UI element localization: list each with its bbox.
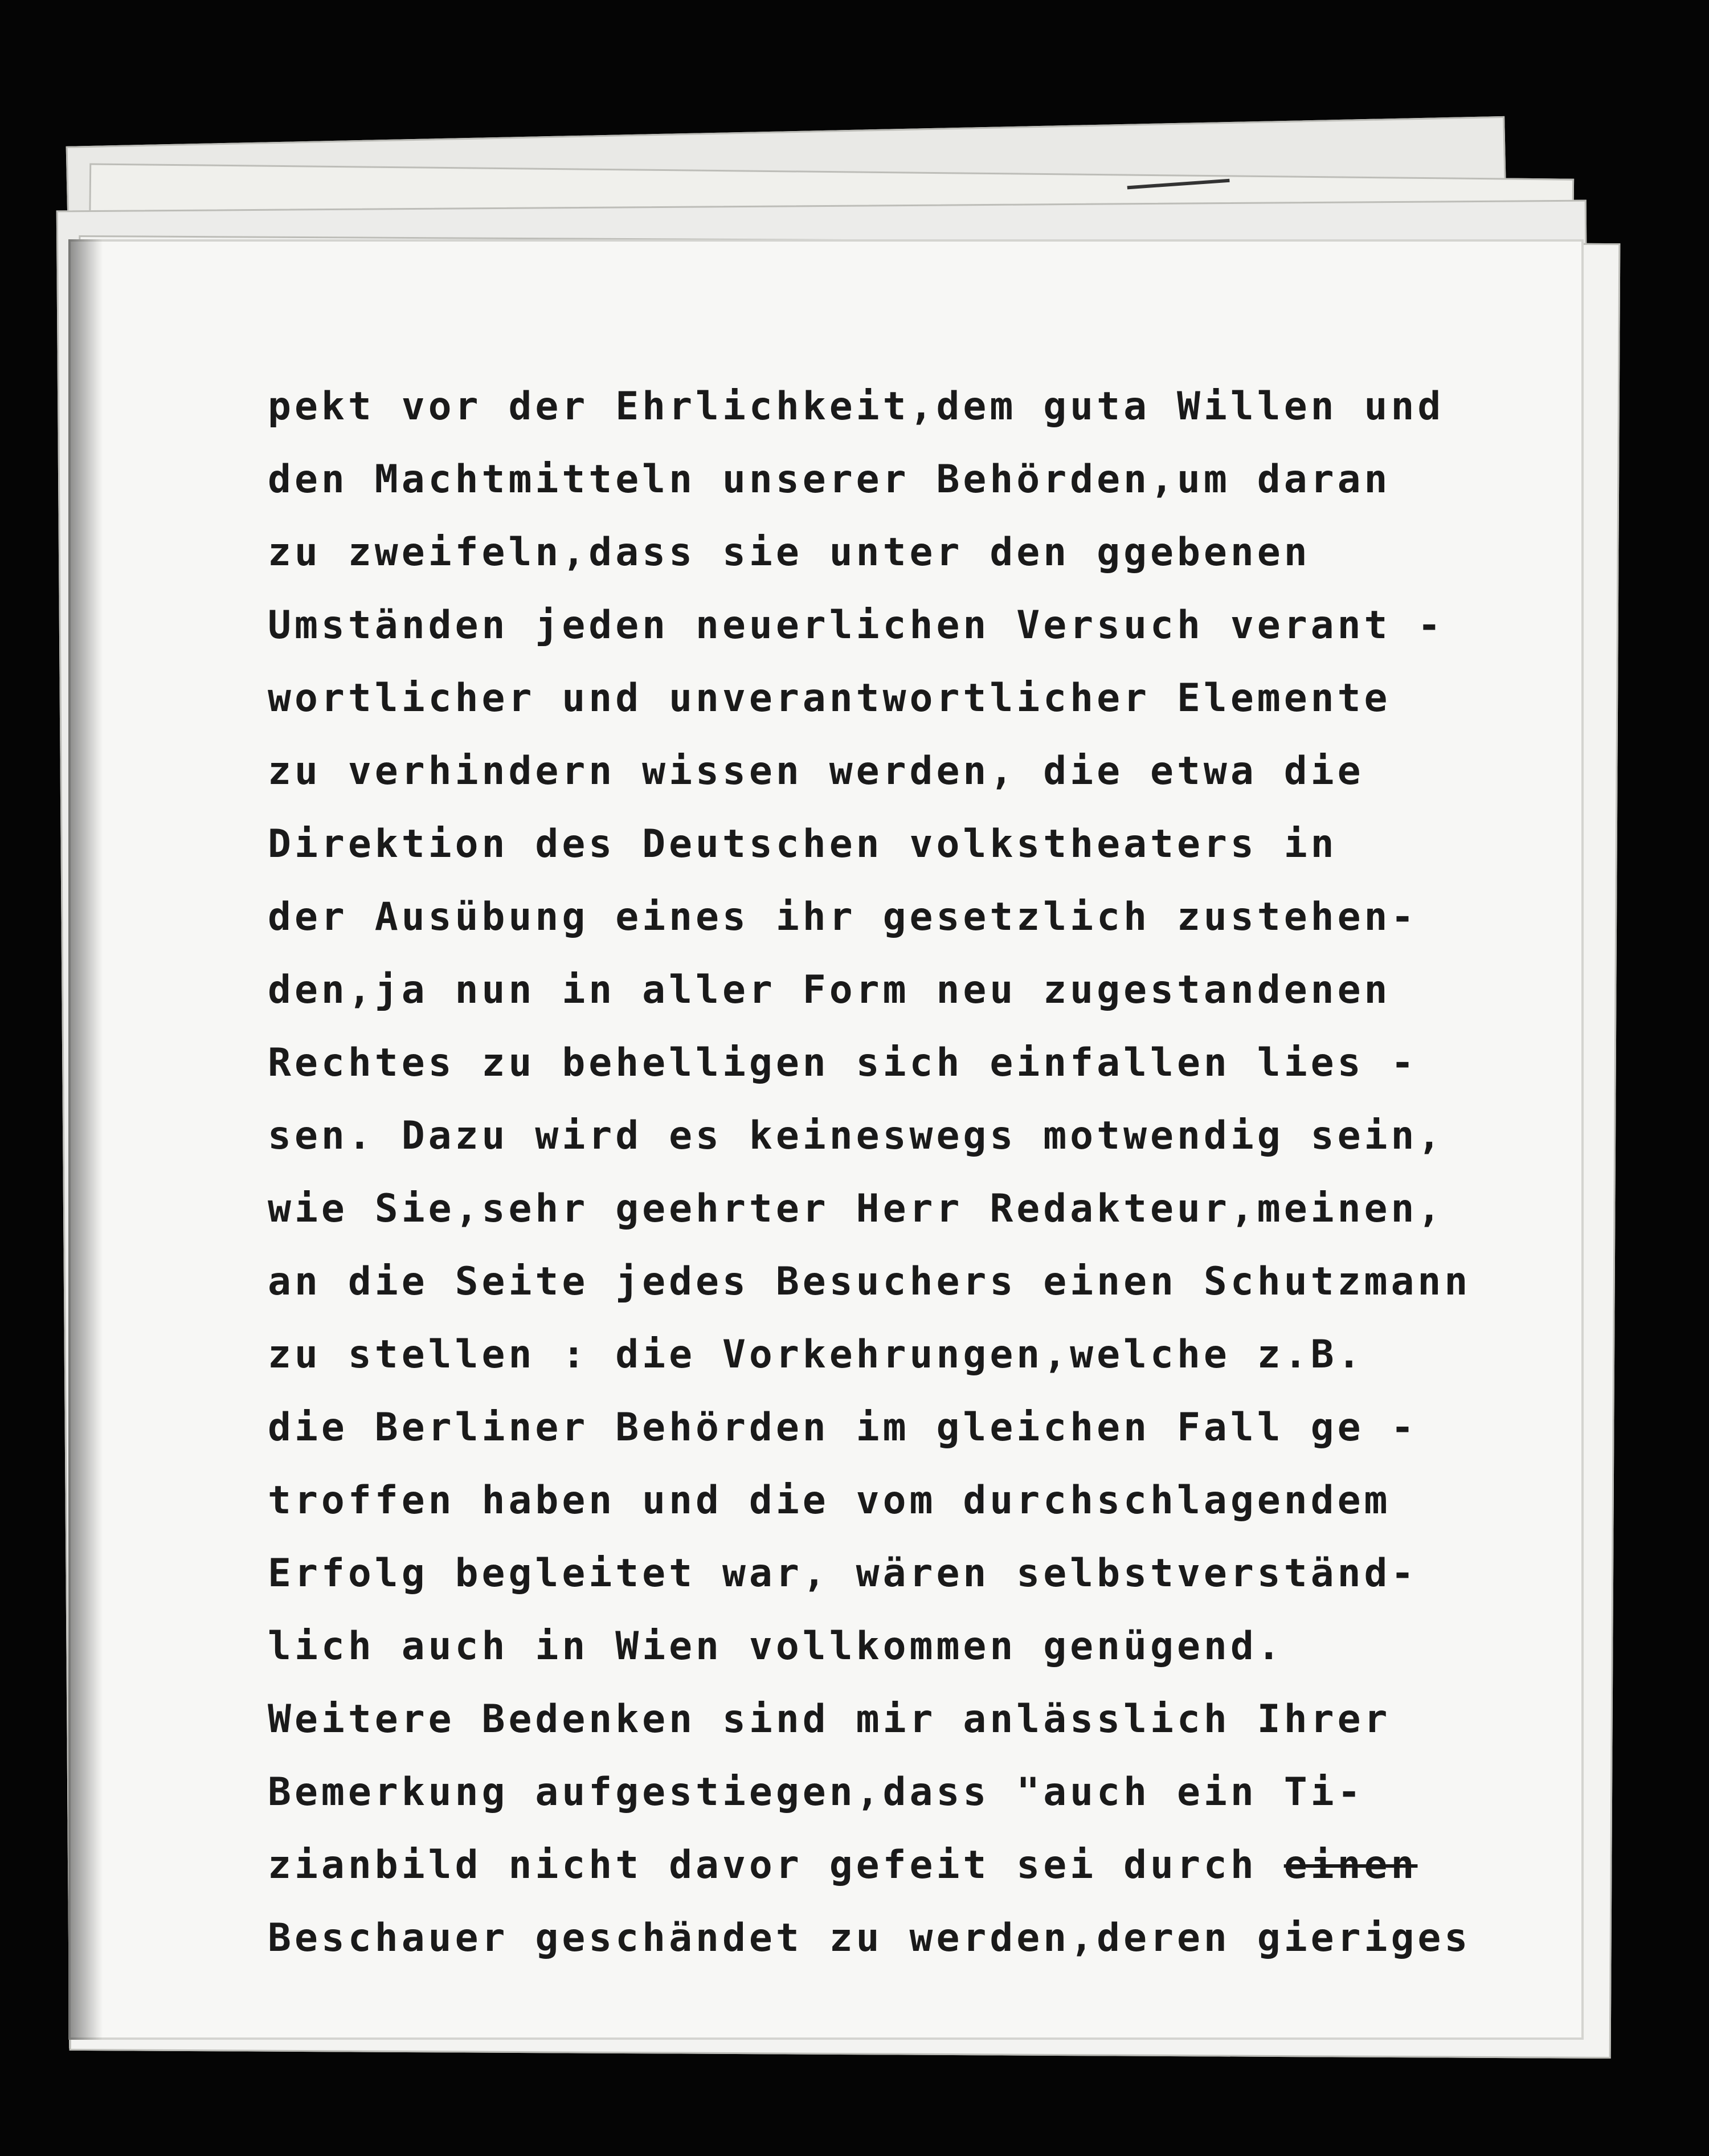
struck-word: einen bbox=[1283, 1843, 1418, 1888]
text-line: Umständen jeden neuerlichen Versuch verant - bbox=[268, 603, 1445, 648]
text-line: die Berliner Behörden im gleichen Fall ge - bbox=[268, 1405, 1418, 1450]
text-line: troffen haben und die vom durchschlagendem bbox=[268, 1478, 1391, 1523]
text-line: zu zweifeln,dass sie unter den ggebenen bbox=[268, 530, 1311, 575]
text-line: wie Sie,sehr geehrter Herr Redakteur,meinen, bbox=[268, 1186, 1445, 1231]
text-line-content: zianbild nicht davor gefeit sei durch bbox=[268, 1843, 1257, 1888]
text-line: Beschauer geschändet zu werden,deren gieriges bbox=[268, 1916, 1471, 1961]
text-line: zu stellen : die Vorkehrungen,welche z.B. bbox=[268, 1332, 1364, 1377]
page-edge-shadow bbox=[68, 239, 103, 2040]
text-line: sen. Dazu wird es keineswegs motwendig sein, bbox=[268, 1113, 1445, 1158]
text-line: wortlicher und unverantwortlicher Elemente bbox=[268, 676, 1391, 721]
text-line: pekt vor der Ehrlichkeit,dem guta Willen und bbox=[268, 384, 1445, 429]
typed-text-block bbox=[268, 370, 1471, 1975]
text-line: Erfolg begleitet war, wären selbstverständ- bbox=[268, 1551, 1418, 1596]
text-line: zu verhindern wissen werden, die etwa die bbox=[268, 749, 1364, 794]
text-line: der Ausübung eines ihr gesetzlich zustehen- bbox=[268, 895, 1418, 940]
text-line: Weitere Bedenken sind mir anlässlich Ihrer bbox=[268, 1697, 1391, 1742]
text-line: lich auch in Wien vollkommen genügend. bbox=[268, 1624, 1284, 1669]
text-line: Rechtes zu behelligen sich einfallen lies - bbox=[268, 1040, 1418, 1085]
text-line: Bemerkung aufgestiegen,dass "auch ein Ti- bbox=[268, 1770, 1364, 1815]
text-line bbox=[268, 1829, 1464, 1902]
text-line: den Machtmitteln unserer Behörden,um daran bbox=[268, 457, 1391, 502]
text-line: den,ja nun in aller Form neu zugestandenen bbox=[268, 967, 1391, 1012]
text-line: Direktion des Deutschen volkstheaters in bbox=[268, 822, 1338, 867]
text-line: an die Seite jedes Besuchers einen Schutzmann bbox=[268, 1259, 1471, 1304]
